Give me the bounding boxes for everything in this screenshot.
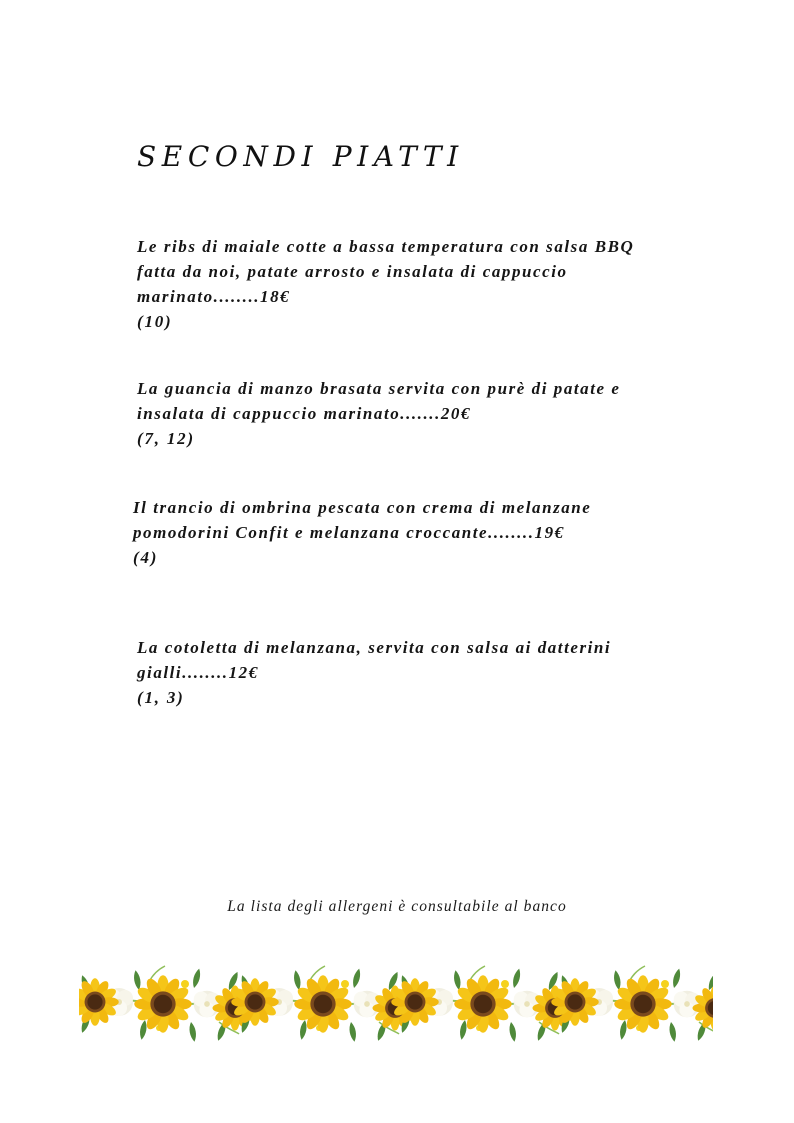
- menu-item-text-line: La cotoletta di melanzana, servita con salsa ai datterini: [137, 638, 612, 657]
- menu-item-cotoletta: [137, 635, 611, 710]
- menu-item-price-line: pomodorini Confit e melanzana croccante........19€: [133, 523, 565, 542]
- allergens-code: (1, 3): [137, 688, 185, 707]
- menu-item-price-line: marinato........18€: [137, 287, 291, 306]
- menu-item-text-line: Le ribs di maiale cotte a bassa temperatura con salsa BBQ: [137, 237, 635, 256]
- page-title: SECONDI PIATTI: [137, 140, 464, 173]
- menu-item-text-line: Il trancio di ombrina pescata con crema di melanzane: [133, 498, 592, 517]
- sunflower-garland-icon: [79, 962, 713, 1046]
- menu-item-text-line: fatta da noi, patate arrosto e insalata di cappuccio: [137, 262, 568, 281]
- menu-item-ribs: [137, 234, 634, 334]
- menu-item-price-line: insalata di cappuccio marinato.......20€: [137, 404, 472, 423]
- menu-item-guancia: [137, 376, 620, 451]
- menu-item-price-line: gialli........12€: [137, 663, 259, 682]
- allergens-code: (7, 12): [137, 429, 195, 448]
- allergens-code: (10): [137, 312, 173, 331]
- allergen-notice: La lista degli allergeni è consultabile al banco: [227, 898, 567, 915]
- menu-item-text-line: La guancia di manzo brasata servita con purè di patate e: [137, 379, 621, 398]
- menu-item-ombrina: [133, 495, 591, 570]
- allergens-code: (4): [133, 548, 159, 567]
